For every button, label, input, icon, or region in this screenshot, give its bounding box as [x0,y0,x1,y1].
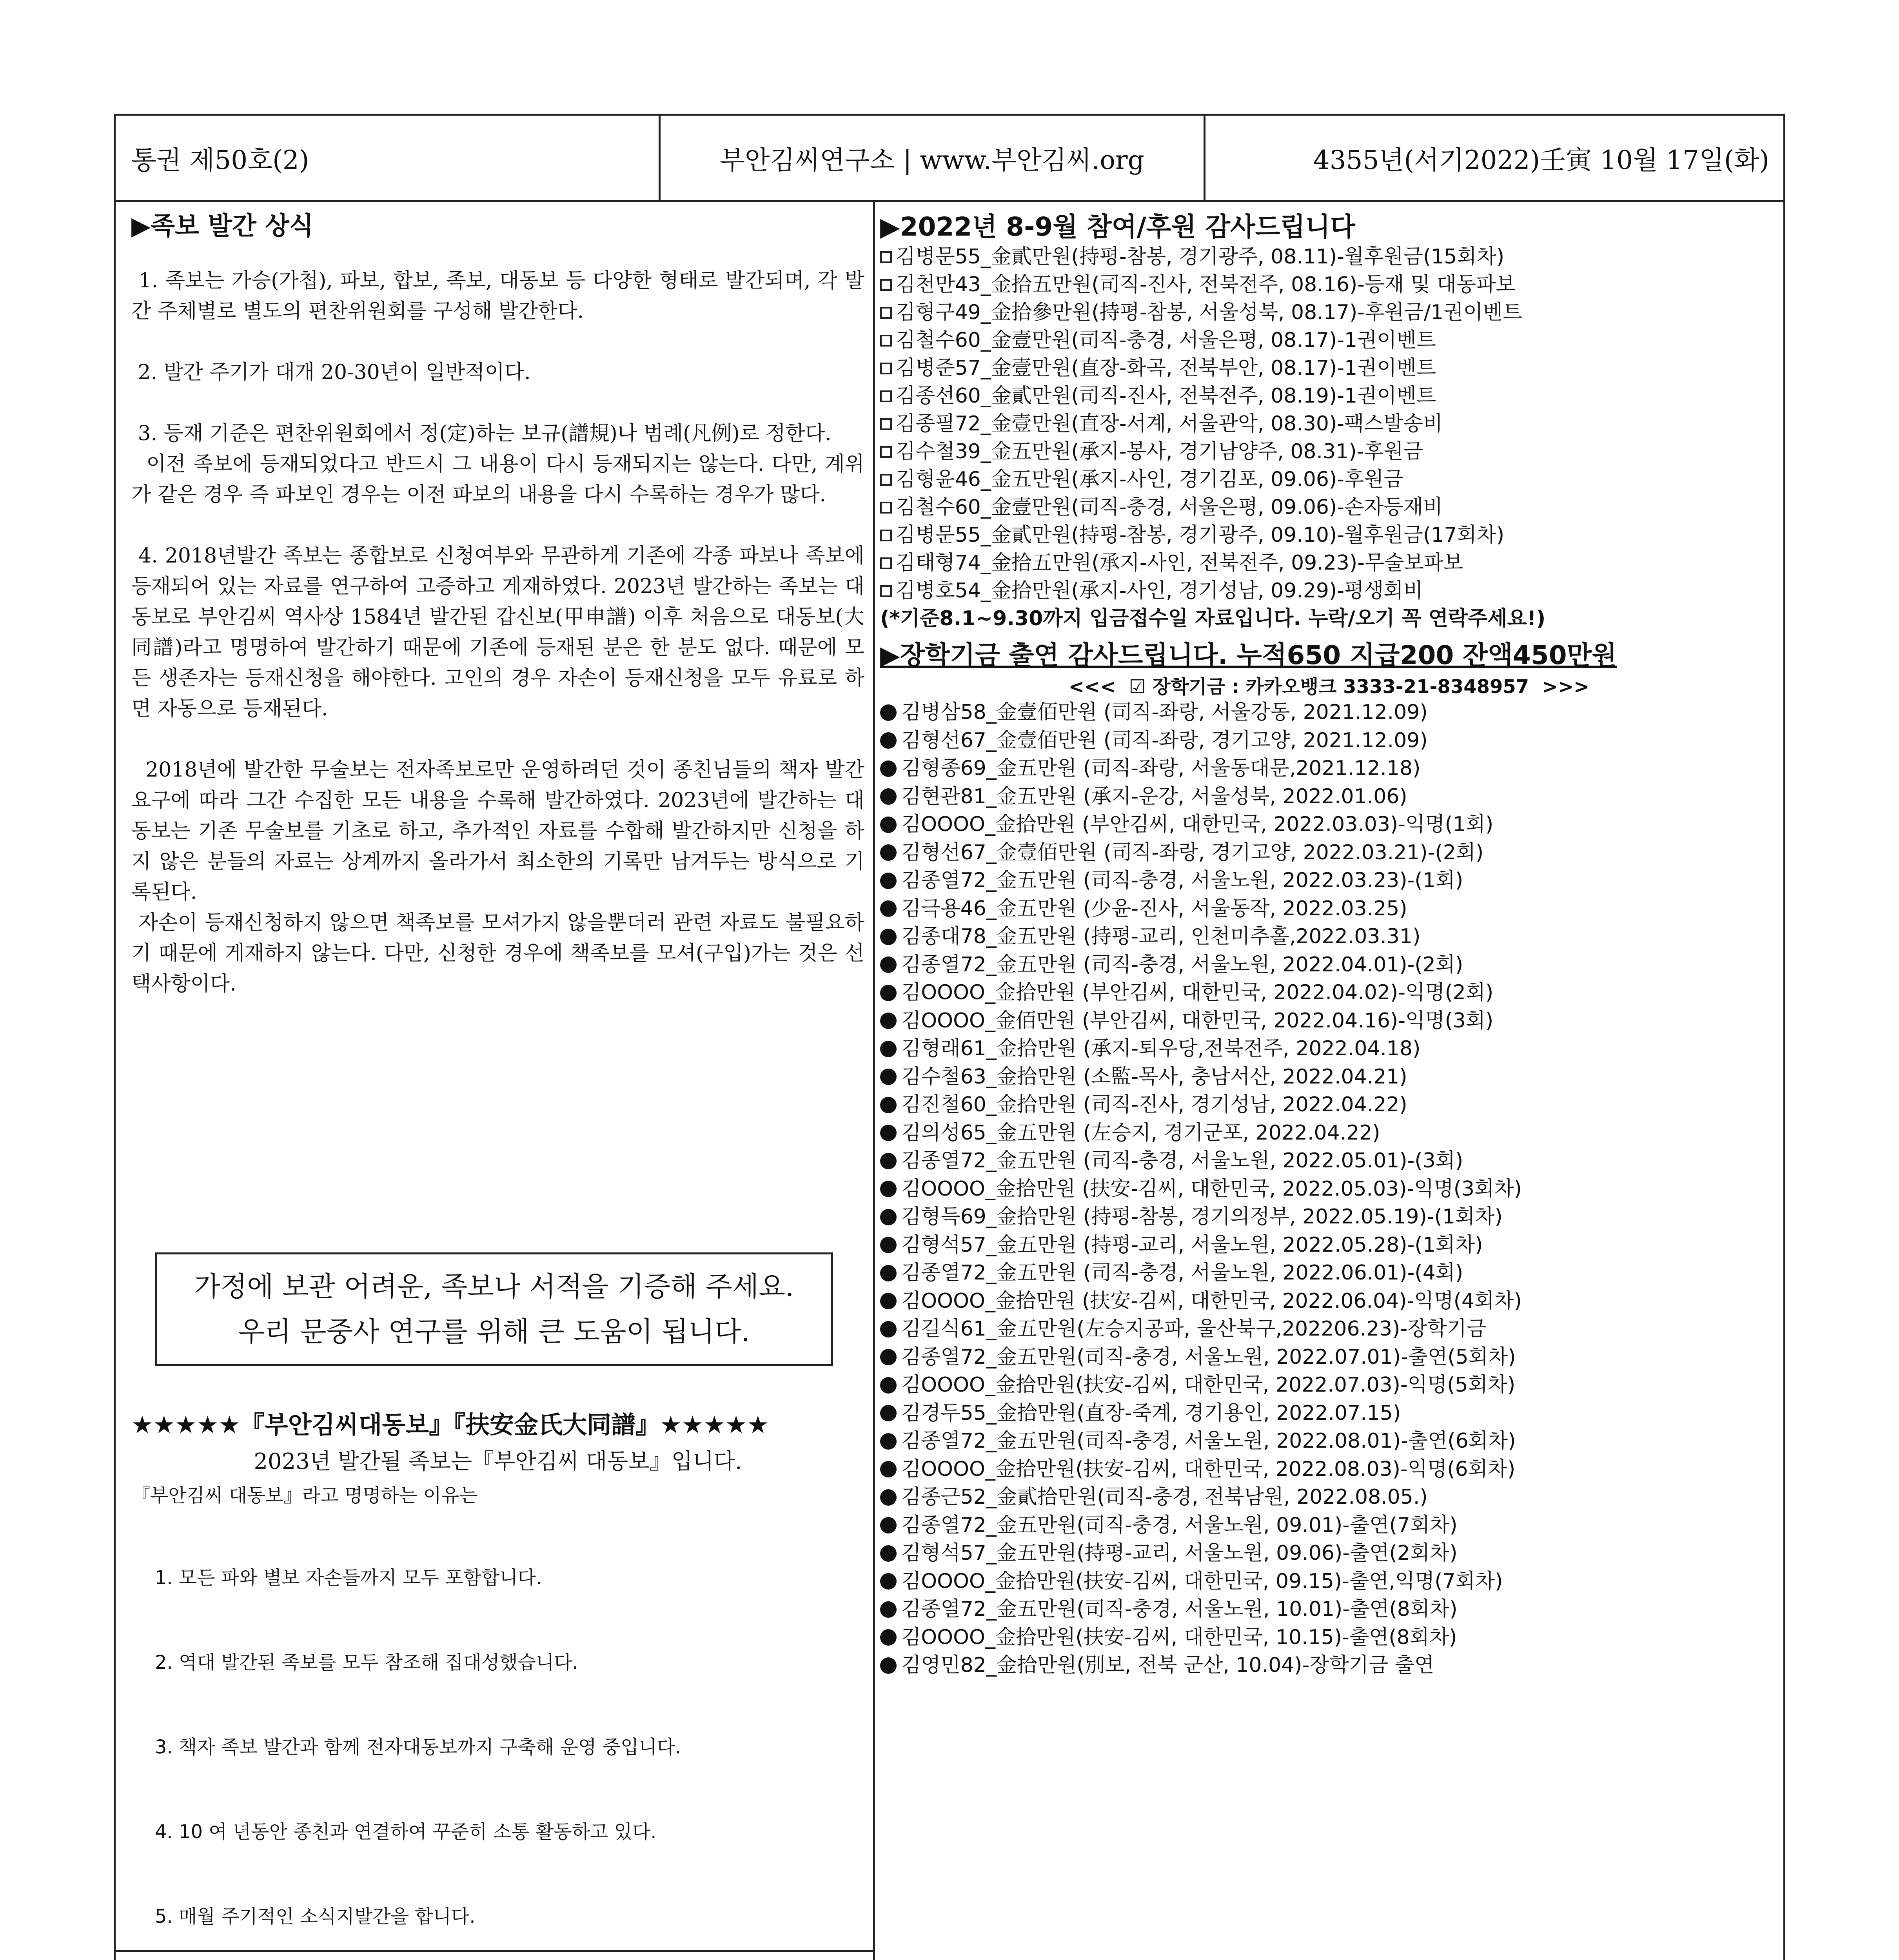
bullet-icon [880,1237,897,1253]
sponsors-title: ▶2022년 8-9월 참여/후원 감사드립니다 [880,212,1355,242]
bullet-icon [880,1125,897,1141]
list-item: 김병문55_金貳만원(持평-참봉, 경기광주, 09.10)-월후원금(17회차) [880,521,1778,549]
list-item: 김형구49_金拾參만원(持평-참봉, 서울성북, 08.17)-후원금/1권이벤트 [880,299,1778,327]
list-item: 2. 역대 발간된 족보를 모두 참조해 집대성했습니다. [155,1651,578,1673]
donation-line-1: 가정에 보관 어려운, 족보나 서적을 기증해 주세요. [194,1270,794,1303]
list-item: 5. 매월 주기적인 소식지발간을 합니다. [155,1906,476,1927]
scholarship-title: ▶장학기금 출연 감사드립니다. 누적650 지급200 잔액450만원 [880,640,1617,670]
bullet-icon [880,1433,897,1450]
list-item: 김종열72_金五만원 (司직-충경, 서울노원, 2022.03.23)-(1회) [880,867,1778,895]
daedongbo-title: ★★★★★『부안김씨대동보』『扶安金氏大同譜』★★★★★ [131,1410,769,1439]
list-item: 김수철63_金拾만원 (소監-목사, 충남서산, 2022.04.21) [880,1063,1778,1091]
checkbox-icon [880,363,892,374]
list-item: 김OOOO_金拾만원 (扶安-김씨, 대한민국, 2022.06.04)-익명(4회차) [880,1287,1778,1316]
list-item: 김OOOO_金拾만원(扶安-김씨, 대한민국, 2022.08.03)-익명(6회차) [880,1455,1778,1484]
checkbox-icon [880,418,892,430]
bullet-icon [880,900,897,917]
bullet-icon [880,929,897,945]
bullet-icon [880,1181,897,1197]
bullet-icon [880,985,897,1001]
list-item: 김영민82_金拾만원(別보, 전북 군산, 10.04)-장학기금 출연 [880,1651,1778,1680]
bullet-icon [880,844,897,861]
paragraph: 3. 등재 기준은 편찬위원회에서 정(定)하는 보규(譜規)나 범례(凡例)로 정한다. 이전 족보에 등재되었다고 반드시 그 내용이 다시 등재되지는 않는다. 다만, 계위가 같은 경우 즉 파보인 경우는 이전 파보의 내용을 다시 수록하는 경우가 많다. [131,422,865,506]
list-item: 김종대78_金五만원 (持평-교리, 인천미추홀,2022.03.31) [880,923,1778,951]
list-item: 김길식61_金五만원(左승지공파, 울산북구,202206.23)-장학기금 [880,1315,1778,1343]
bullet-icon [880,1265,897,1281]
bullet-icon [880,1657,897,1674]
bullet-icon [880,732,897,749]
scholarship-list [880,699,1778,1680]
list-item: 김병호54_金拾만원(承지-사인, 경기성남, 09.29)-평생회비 [880,577,1778,605]
list-item: 김OOOO_金拾만원 (부안김씨, 대한민국, 2022.04.02)-익명(2회) [880,979,1778,1007]
daedongbo-section [131,1405,864,1960]
checkbox-icon [880,474,892,486]
bullet-icon [880,1629,897,1646]
list-item: 김OOOO_金拾만원(扶安-김씨, 대한민국, 2022.07.03)-익명(5회차) [880,1371,1778,1399]
paragraph: 2018년에 발간한 무술보는 전자족보로만 운영하려던 것이 종친님들의 책자 발간 요구에 따라 그간 수집한 모든 내용을 수록해 발간하였다. 2023년에 발간하는 대동보는 기존 무술보를 기초로 하고, 추가적인 자료를 수합해 발간하지만 신청을 하지 않은 분들의 자료는 상계까지 올라가서 최소한의 기록만 남겨두는 방식으로 기록된다. 자손이 등재신청하지 않으면 책족보를 모셔가지 않을뿐더러 관련 자료도 불필요하기 때문에 게재하지 않는다. 다만, 신청한 경우에 책족보를 모셔(구입)가는 것은 선택사항이다. [131,758,865,996]
scholarship-account: <<< ☑ 장학기금 : 카카오뱅크 3333-21-8348957 >>> [1068,676,1590,698]
list-item: 김병문55_金貳만원(持평-참봉, 경기광주, 08.11)-월후원금(15회차) [880,243,1778,271]
list-item: 김종필72_金壹만원(直장-서계, 서울관악, 08.30)-팩스발송비 [880,410,1778,438]
list-item: 김종열72_金五만원 (司직-충경, 서울노원, 2022.04.01)-(2회) [880,951,1778,979]
bullet-icon [880,788,897,805]
checkbox-icon [880,335,892,347]
bullet-icon [880,1153,897,1169]
list-item: 김철수60_金壹만원(司직-충경, 서울은평, 08.17)-1권이벤트 [880,327,1778,354]
list-item: 김OOOO_金拾만원(扶安-김씨, 대한민국, 09.15)-출연,익명(7회차) [880,1568,1778,1596]
bullet-icon [880,1573,897,1590]
bullet-icon [880,1461,897,1477]
checkbox-icon [880,502,892,514]
list-item: 김수철39_金五만원(承지-봉사, 경기남양주, 08.31)-후원금 [880,438,1778,466]
essay-section [131,1958,864,1960]
list-item: 김형선67_金壹佰만원 (司직-좌랑, 경기고양, 2021.12.09) [880,727,1778,755]
header-bar [116,116,1783,202]
list-item: 김형종69_金五만원 (司직-좌랑, 서울동대문,2021.12.18) [880,755,1778,783]
bullet-icon [880,1545,897,1562]
issue-date: 4355년(서기2022)壬寅 10월 17일(화) [1313,145,1769,175]
bullet-icon [880,1097,897,1113]
organization-website[interactable]: 부안김씨연구소 | www.부안김씨.org [661,116,1205,200]
paragraph: 2. 발간 주기가 대개 20-30년이 일반적이다. [131,361,531,384]
list-item: 김형래61_金拾만원 (承지-퇴우당,전북전주, 2022.04.18) [880,1035,1778,1063]
list-item: 김형선67_金壹佰만원 (司직-좌랑, 경기고양, 2022.03.21)-(2회) [880,839,1778,867]
list-item: 김종열72_金五만원 (司직-충경, 서울노원, 2022.05.01)-(3회) [880,1147,1778,1175]
list-item: 김OOOO_金拾만원(扶安-김씨, 대한민국, 10.15)-출연(8회차) [880,1624,1778,1652]
section-title: ▶족보 발간 상식 [131,212,314,241]
bullet-icon [880,1489,897,1506]
list-item: 4. 10 여 년동안 종친과 연결하여 꾸준히 소통 활동하고 있다. [155,1821,657,1843]
checkbox-icon [880,390,892,402]
list-item: 1. 모든 파와 별보 자손들까지 모두 포함합니다. [155,1567,542,1589]
list-item: 김형윤46_金五만원(承지-사인, 경기김포, 09.06)-후원금 [880,466,1778,494]
list-item: 김종선60_金貳만원(司직-진사, 전북전주, 08.19)-1권이벤트 [880,382,1778,410]
column-divider [873,202,875,1960]
bullet-icon [880,1069,897,1085]
list-item: 김종열72_金五만원 (司직-충경, 서울노원, 2022.06.01)-(4회) [880,1259,1778,1287]
checkbox-icon [880,530,892,541]
genealogy-info-section [131,206,871,999]
list-item: 김극용46_金五만원 (少윤-진사, 서울동작, 2022.03.25) [880,895,1778,923]
list-item: 김천만43_金拾五만원(司직-진사, 전북전주, 08.16)-등재 및 대동파보 [880,271,1778,299]
donation-notice-box [155,1252,833,1366]
essay-title [131,1958,864,1960]
bullet-icon [880,1405,897,1421]
checkbox-icon [880,251,892,263]
list-item: 김태형74_金拾五만원(承지-사인, 전북전주, 09.23)-무술보파보 [880,549,1778,577]
list-item: 김철수60_金壹만원(司직-충경, 서울은평, 09.06)-손자등재비 [880,494,1778,521]
bullet-icon [880,956,897,973]
list-item: 김현관81_金五만원 (承지-운강, 서울성북, 2022.01.06) [880,783,1778,811]
list-item: 김OOOO_金拾만원 (부안김씨, 대한민국, 2022.03.03)-익명(1회) [880,811,1778,839]
list-item: 김종근52_金貳拾만원(司직-충경, 전북남원, 2022.08.05.) [880,1483,1778,1512]
list-item: 김형석57_金五만원(持평-교리, 서울노원, 09.06)-출연(2회차) [880,1539,1778,1568]
list-item: 김병삼58_金壹佰만원 (司직-좌랑, 서울강동, 2021.12.09) [880,699,1778,727]
bullet-icon [880,1377,897,1394]
bullet-icon [880,1041,897,1057]
list-item: 김형득69_金拾만원 (持평-참봉, 경기의정부, 2022.05.19)-(1회차) [880,1203,1778,1231]
newsletter-frame [114,114,1785,1960]
list-item: 김형석57_金五만원 (持평-교리, 서울노원, 2022.05.28)-(1회차) [880,1231,1778,1259]
reason-list [131,1507,864,1960]
sponsors-note: (*기준8.1~9.30까지 입금접수일 자료입니다. 누락/오기 꼭 연락주세요!) [880,607,1546,630]
list-item: 김병준57_金壹만원(直장-화곡, 전북부안, 08.17)-1권이벤트 [880,354,1778,382]
bullet-icon [880,1209,897,1225]
bullet-icon [880,760,897,777]
checkbox-icon [880,585,892,597]
bullet-icon [880,817,897,833]
list-item: 김경두55_金拾만원(直장-죽계, 경기용인, 2022.07.15) [880,1399,1778,1428]
list-item: 김진철60_金拾만원 (司직-진사, 경기성남, 2022.04.22) [880,1091,1778,1119]
sponsors-section [880,206,1778,1680]
bullet-icon [880,1349,897,1365]
bullet-icon [880,704,897,721]
bullet-icon [880,1321,897,1338]
checkbox-icon [880,446,892,458]
list-item: 3. 책자 족보 발간과 함께 전자대동보까지 구축해 운영 중입니다. [155,1736,681,1758]
list-item: 김종열72_金五만원(司직-충경, 서울노원, 09.01)-출연(7회차) [880,1512,1778,1540]
daedongbo-subtitle: 2023년 발간될 족보는『부안김씨 대동보』입니다. [254,1449,742,1474]
list-item: 김의성65_金五만원 (左승지, 경기군포, 2022.04.22) [880,1119,1778,1147]
checkbox-icon [880,307,892,319]
bullet-icon [880,1601,897,1618]
checkbox-icon [880,279,892,291]
issue-number: 통권 제50호(2) [116,116,661,200]
list-item: 김종열72_金五만원(司직-충경, 서울노원, 2022.07.01)-출연(5회차) [880,1343,1778,1372]
section-divider [116,1950,873,1952]
checkbox-icon [880,557,892,569]
paragraph: 4. 2018년발간 족보는 종합보로 신청여부와 무관하게 기존에 각종 파보나 족보에 등재되어 있는 자료를 연구하여 고증하고 게재하였다. 2023년 발간하는 족보는 대동보로 부안김씨 역사상 1584년 발간된 갑신보(甲申譜) 이후 처음으로 대동보(大同譜)라고 명명하여 발간하기 때문에 기존에 등재된 분은 한 분도 없다. 때문에 모든 생존자는 등재신청을 해야한다. 고인의 경우 자손이 등재신청을 모두 유료로 하면 자동으로 등재된다. [131,544,871,720]
bullet-icon [880,1517,897,1534]
list-item: 김OOOO_金拾만원 (扶安-김씨, 대한민국, 2022.05.03)-익명(3회차) [880,1175,1778,1203]
donation-line-2: 우리 문중사 연구를 위해 큰 도움이 됩니다. [238,1316,750,1348]
paragraph: 1. 족보는 가승(가첩), 파보, 합보, 족보, 대동보 등 다양한 형태로 발간되며, 각 발간 주체별로 별도의 편찬위원회를 구성해 발간한다. [131,269,864,323]
reason-heading: 『부안김씨 대동보』라고 명명하는 이유는 [131,1485,478,1506]
list-item: 김종열72_金五만원(司직-충경, 서울노원, 2022.08.01)-출연(6회차) [880,1427,1778,1455]
list-item: 김종열72_金五만원(司직-충경, 서울노원, 10.01)-출연(8회차) [880,1595,1778,1624]
sponsors-list [880,243,1778,633]
bullet-icon [880,873,897,889]
bullet-icon [880,1293,897,1309]
list-item: 김OOOO_金佰만원 (부안김씨, 대한민국, 2022.04.16)-익명(3회) [880,1007,1778,1035]
bullet-icon [880,1013,897,1029]
